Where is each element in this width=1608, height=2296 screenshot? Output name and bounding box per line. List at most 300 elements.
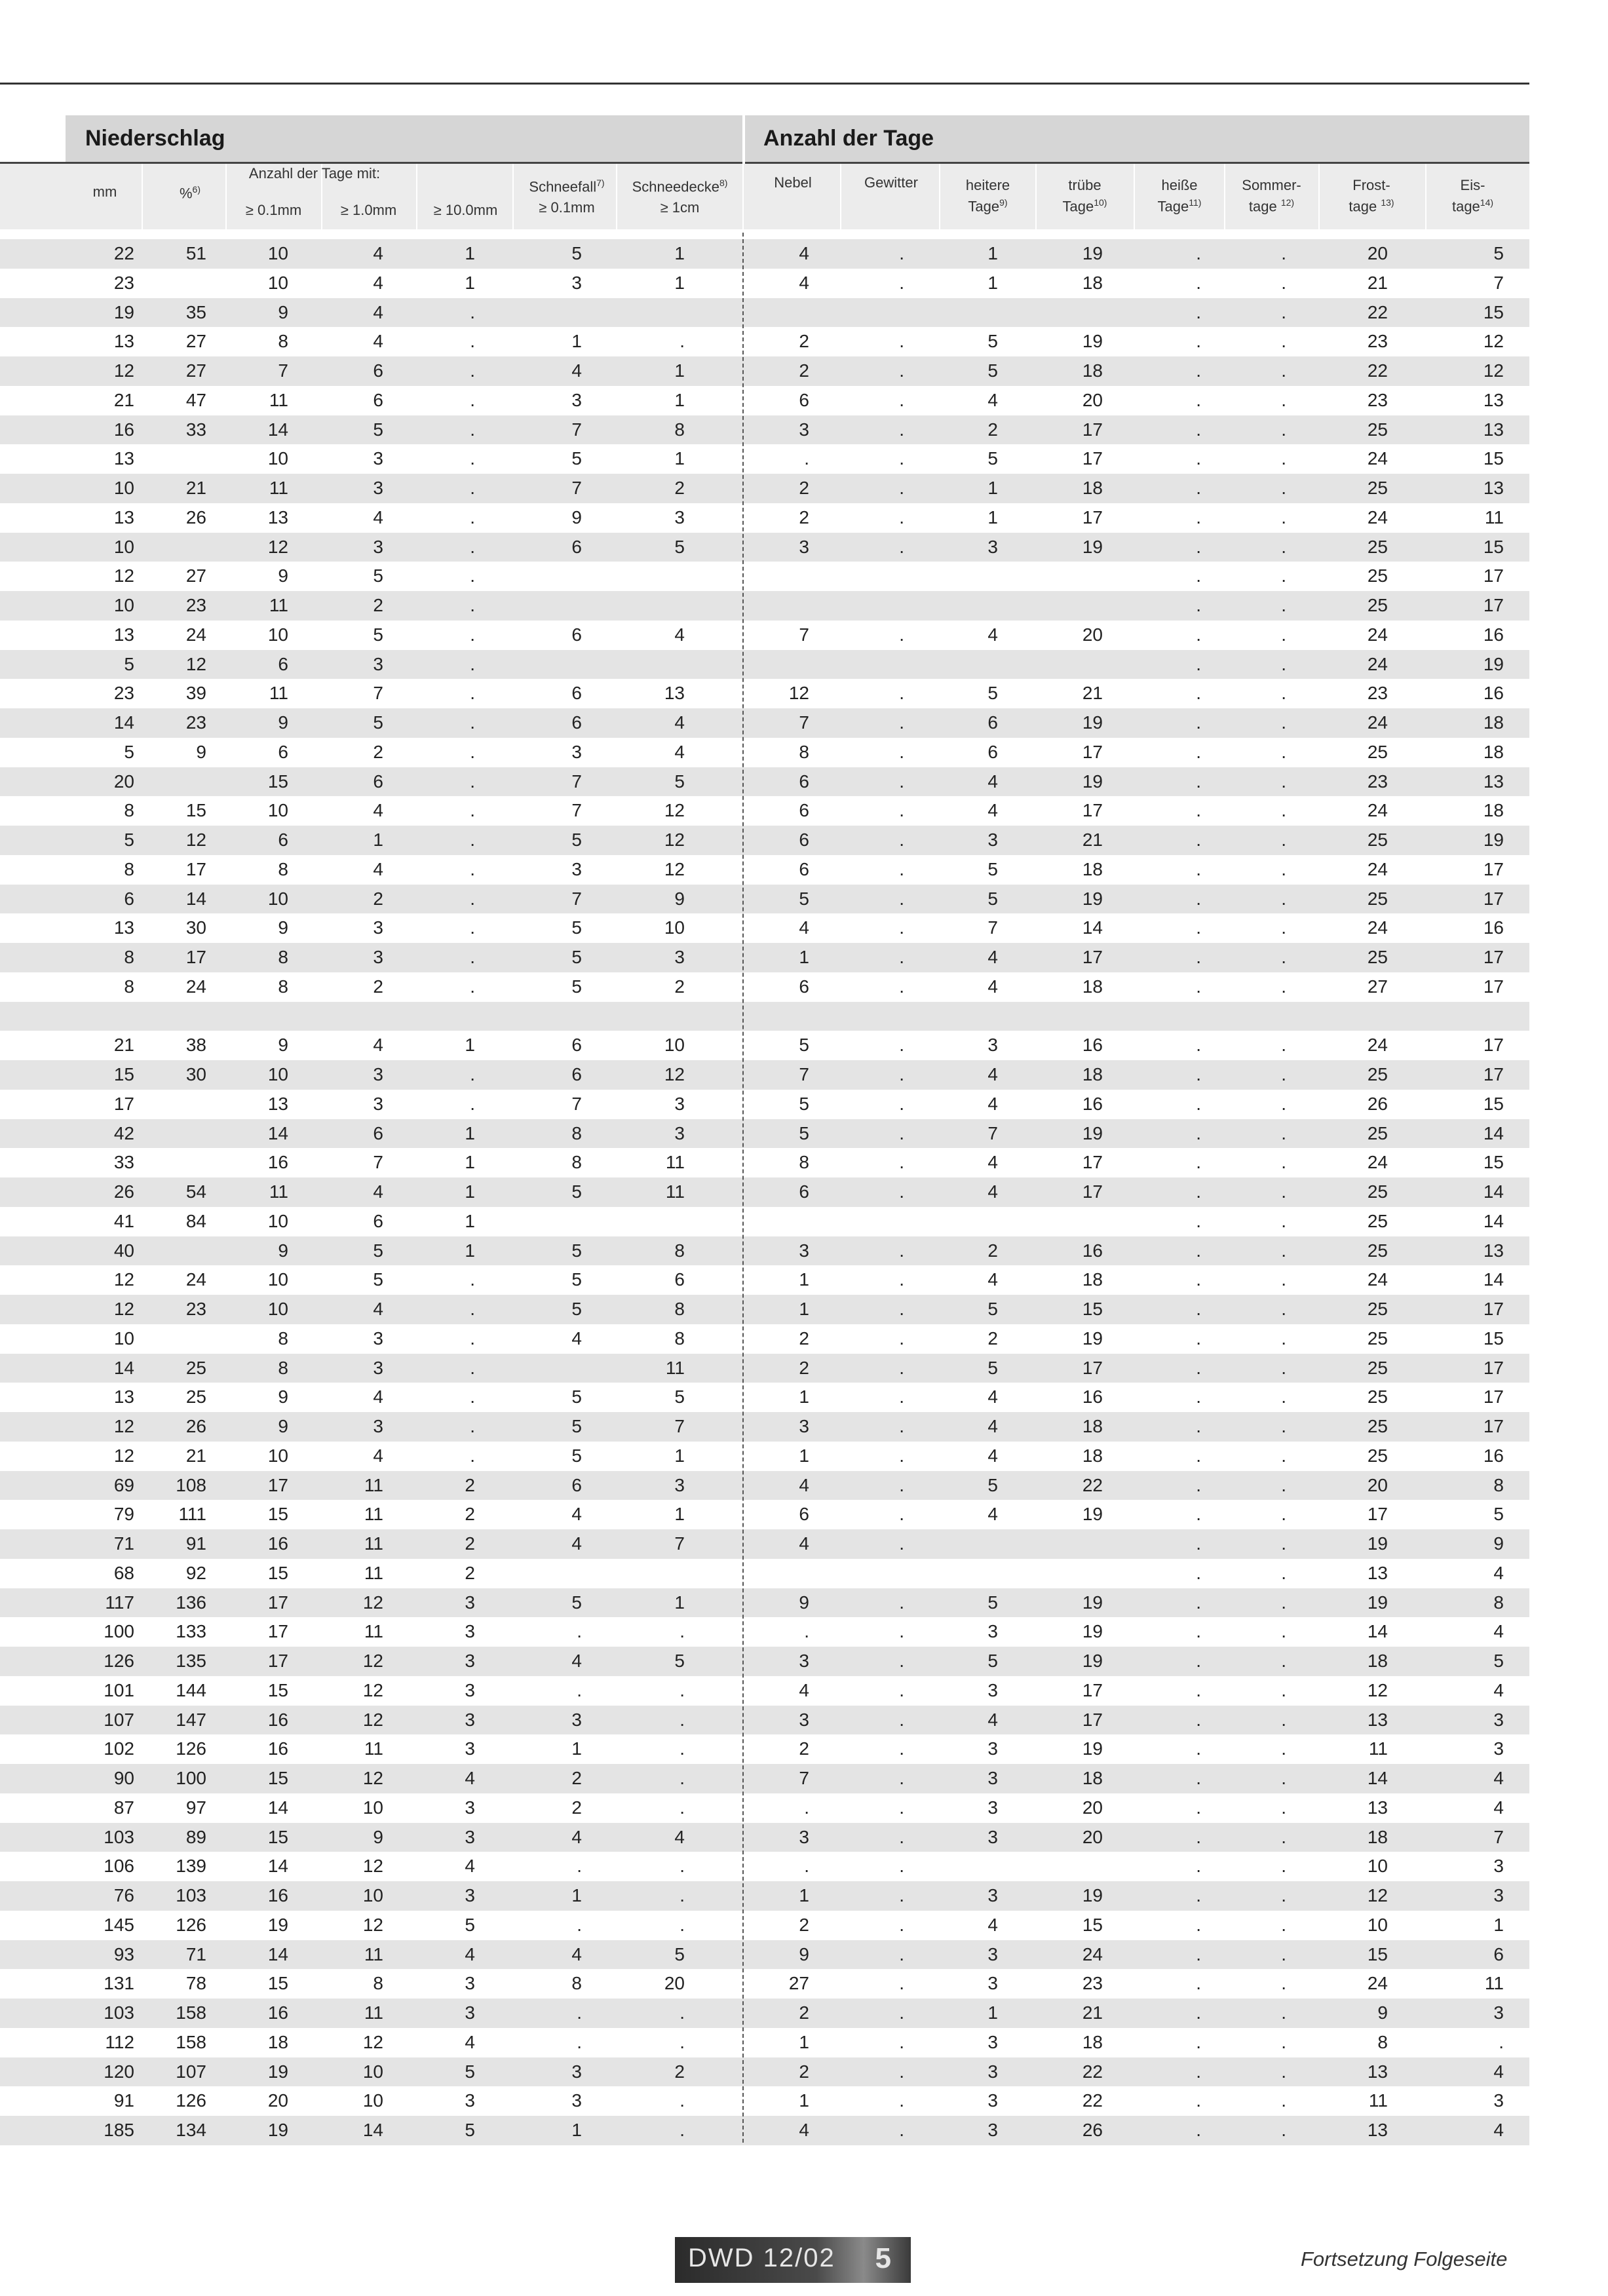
table-cell: 2 <box>799 1328 809 1349</box>
table-cell: 6 <box>799 800 809 821</box>
table-cell <box>503 1559 582 1588</box>
table-cell: . <box>470 1387 475 1407</box>
table-cell: 4 <box>987 1064 998 1084</box>
table-cell: 18 <box>1082 360 1103 381</box>
table-cell: 23 <box>1367 683 1388 704</box>
table-cell: 11 <box>1484 1973 1504 1994</box>
table-cell: . <box>1281 1592 1286 1613</box>
table-cell: 8 <box>1493 1474 1504 1495</box>
table-cell: 13 <box>1367 2120 1388 2140</box>
table-cell: 5 <box>987 1651 998 1671</box>
table-cell <box>919 562 998 591</box>
table-cell: 4 <box>799 1679 809 1700</box>
table-cell <box>503 1002 582 1031</box>
table-cell <box>919 1207 998 1236</box>
table-cell: . <box>1196 1651 1201 1671</box>
table-cell: 22 <box>1082 2090 1103 2111</box>
table-cell: . <box>1196 1885 1201 1905</box>
table-row <box>0 562 1529 591</box>
table-cell: . <box>899 917 904 938</box>
table-cell: 10 <box>267 1445 288 1466</box>
table-cell: . <box>470 947 475 967</box>
table-cell: 22 <box>1367 301 1388 322</box>
table-cell: . <box>1281 653 1286 674</box>
table-cell: . <box>899 683 904 704</box>
table-cell: 17 <box>1082 419 1103 440</box>
table-cell: . <box>1281 947 1286 967</box>
table-cell: 9 <box>571 507 582 527</box>
table-cell: . <box>680 331 685 352</box>
table-cell: 9 <box>278 565 288 586</box>
table-cell: . <box>1281 1064 1286 1084</box>
table-cell: 12 <box>1483 360 1504 381</box>
table-cell: 8 <box>278 331 288 352</box>
table-cell: 1 <box>465 1152 475 1173</box>
table-cell: 5 <box>799 1093 809 1114</box>
table-row <box>0 356 1529 386</box>
table-cell: 1 <box>674 1445 685 1466</box>
table-cell: . <box>899 1328 904 1349</box>
table-cell: 1 <box>799 1299 809 1319</box>
table-cell: 15 <box>267 1973 288 1994</box>
table-cell: 3 <box>987 2090 998 2111</box>
table-cell: 139 <box>176 1856 206 1877</box>
table-cell: 1 <box>373 830 383 850</box>
table-row <box>0 650 1529 679</box>
table-cell: 3 <box>674 947 685 967</box>
table-cell: . <box>470 653 475 674</box>
table-cell: . <box>899 1709 904 1730</box>
table-cell: . <box>1196 1240 1201 1261</box>
col-header-schneedecke: Schneedecke$^{8)}$ <box>632 178 728 195</box>
table-cell: . <box>1281 595 1286 615</box>
table-cell: 3 <box>987 1826 998 1847</box>
table-cell: . <box>577 2002 582 2023</box>
table-cell: 41 <box>113 1210 134 1231</box>
table-cell: 19 <box>1082 1592 1103 1613</box>
table-cell: 19 <box>1082 1504 1103 1525</box>
table-cell: . <box>1281 1152 1286 1173</box>
table-cell: 11 <box>1368 2090 1388 2111</box>
table-cell: 3 <box>465 1826 475 1847</box>
table-cell: . <box>1281 448 1286 469</box>
table-cell: 25 <box>1367 830 1388 850</box>
table-cell: 3 <box>373 478 383 498</box>
table-row <box>0 1265 1529 1295</box>
table-cell: 3 <box>1493 1885 1504 1905</box>
table-cell: 25 <box>1367 478 1388 498</box>
table-cell: 17 <box>1483 1299 1504 1319</box>
table-cell: . <box>1196 1269 1201 1290</box>
table-cell <box>128 767 206 797</box>
col-header-mm: mm <box>92 183 117 200</box>
table-cell: 8 <box>571 1152 582 1173</box>
table-cell: 12 <box>362 1768 383 1788</box>
table-cell: 22 <box>113 243 134 263</box>
table-cell: 126 <box>176 2090 206 2111</box>
table-cell: 3 <box>987 536 998 557</box>
table-cell: . <box>899 1973 904 1994</box>
table-cell: . <box>470 1064 475 1084</box>
table-cell: 7 <box>674 1416 685 1436</box>
table-cell: 11 <box>269 1181 288 1202</box>
col-header-heitere-tage: heitere Tage$^{9)}$ <box>965 177 1010 215</box>
table-cell: 4 <box>674 712 685 733</box>
table-cell: 40 <box>113 1240 134 1261</box>
table-cell: 27 <box>185 331 206 352</box>
table-row <box>0 1852 1529 1881</box>
table-cell: 19 <box>267 2061 288 2082</box>
table-cell: . <box>577 1856 582 1877</box>
table-cell: 2 <box>373 976 383 997</box>
table-cell: . <box>899 360 904 381</box>
table-cell: . <box>1196 1474 1201 1495</box>
table-cell: 15 <box>1483 1152 1504 1173</box>
table-cell <box>210 1002 288 1031</box>
table-cell: 11 <box>364 1943 383 1964</box>
table-cell: 16 <box>113 419 134 440</box>
table-cell: 13 <box>1483 1240 1504 1261</box>
table-cell: 90 <box>113 1768 134 1788</box>
table-cell: 27 <box>1367 976 1388 997</box>
table-cell: 17 <box>1367 1504 1388 1525</box>
table-cell: 18 <box>1082 1445 1103 1466</box>
table-cell <box>919 1559 998 1588</box>
table-cell: . <box>1196 1621 1201 1642</box>
table-cell: 54 <box>185 1181 206 1202</box>
table-cell: . <box>470 800 475 821</box>
table-cell: 7 <box>373 683 383 704</box>
table-cell: . <box>1196 272 1201 293</box>
table-cell: . <box>899 1797 904 1818</box>
table-cell: 4 <box>373 243 383 263</box>
table-cell: . <box>470 536 475 557</box>
table-cell: . <box>1196 1064 1201 1084</box>
table-cell: . <box>899 1533 904 1554</box>
table-cell: 19 <box>113 301 134 322</box>
table-cell: . <box>899 1269 904 1290</box>
table-cell: 15 <box>267 1826 288 1847</box>
table-cell: 25 <box>185 1387 206 1407</box>
table-cell: . <box>899 800 904 821</box>
table-row <box>0 1236 1529 1266</box>
table-row <box>0 1676 1529 1706</box>
table-cell: 20 <box>1367 1474 1388 1495</box>
table-cell: . <box>1196 2061 1201 2082</box>
table-cell: 6 <box>674 1269 685 1290</box>
table-row <box>0 1764 1529 1793</box>
table-cell: 5 <box>987 858 998 879</box>
table-cell: 17 <box>1483 976 1504 997</box>
table-cell: 1 <box>987 2002 998 2023</box>
table-cell: 17 <box>185 947 206 967</box>
table-cell <box>128 1148 206 1177</box>
table-cell: 15 <box>267 1679 288 1700</box>
dwd-issue-badge <box>675 2237 911 2283</box>
table-row <box>0 1617 1529 1647</box>
table-cell: 9 <box>278 1240 288 1261</box>
table-cell: 17 <box>1082 448 1103 469</box>
table-cell: 3 <box>799 1826 809 1847</box>
table-cell <box>1309 1002 1388 1031</box>
table-cell: 11 <box>364 1562 383 1583</box>
table-cell: 5 <box>571 1592 582 1613</box>
table-cell: . <box>470 712 475 733</box>
table-cell <box>396 1002 475 1031</box>
table-cell: . <box>899 1093 904 1114</box>
table-cell: 15 <box>267 771 288 792</box>
table-cell: . <box>680 1621 685 1642</box>
table-cell: 6 <box>278 653 288 674</box>
table-cell: 18 <box>1367 1826 1388 1847</box>
table-cell: 23 <box>1367 331 1388 352</box>
table-cell: . <box>1196 1181 1201 1202</box>
table-cell: 14 <box>1483 1181 1504 1202</box>
table-cell: . <box>1281 1679 1286 1700</box>
table-cell: 2 <box>571 1768 582 1788</box>
table-cell: . <box>899 1181 904 1202</box>
col-header-gewitter: Gewitter <box>864 174 918 191</box>
table-cell <box>919 1529 998 1559</box>
table-cell: . <box>1196 331 1201 352</box>
table-cell: 16 <box>1483 624 1504 645</box>
table-cell: . <box>1281 1357 1286 1378</box>
table-cell: 4 <box>373 301 383 322</box>
table-cell: 103 <box>104 2002 134 2023</box>
table-cell: . <box>899 2120 904 2140</box>
col-header-nebel: Nebel <box>774 174 812 191</box>
table-cell: . <box>1196 1592 1201 1613</box>
table-cell: . <box>1196 2120 1201 2140</box>
table-cell: 2 <box>465 1562 475 1583</box>
table-cell: 23 <box>185 712 206 733</box>
table-cell: . <box>1281 1328 1286 1349</box>
table-cell <box>56 1002 134 1031</box>
table-cell <box>919 298 998 328</box>
table-cell: . <box>1281 1474 1286 1495</box>
table-cell <box>128 1090 206 1119</box>
table-cell: 103 <box>176 1885 206 1905</box>
table-cell: 4 <box>465 2031 475 2052</box>
top-rule <box>0 83 1529 85</box>
table-cell: 3 <box>987 1943 998 1964</box>
table-cell: . <box>470 595 475 615</box>
table-cell: 12 <box>1367 1679 1388 1700</box>
table-cell: 4 <box>1493 1562 1504 1583</box>
table-cell: 12 <box>113 1445 134 1466</box>
table-cell: 5 <box>571 1181 582 1202</box>
table-cell: 14 <box>362 2120 383 2140</box>
table-cell: 79 <box>113 1504 134 1525</box>
table-cell: 25 <box>1367 741 1388 762</box>
table-cell: . <box>1196 2002 1201 2023</box>
table-cell: 23 <box>1082 1973 1103 1994</box>
table-cell: 21 <box>185 478 206 498</box>
table-cell: . <box>680 1768 685 1788</box>
table-cell: . <box>899 1152 904 1173</box>
table-cell: 13 <box>1483 389 1504 410</box>
table-cell: . <box>899 389 904 410</box>
table-cell: 25 <box>1367 565 1388 586</box>
table-cell: 1 <box>674 243 685 263</box>
table-cell: . <box>1281 1445 1286 1466</box>
table-cell: 4 <box>799 1533 809 1554</box>
table-cell: 135 <box>176 1651 206 1671</box>
table-row <box>0 1969 1529 1999</box>
table-cell: 21 <box>113 389 134 410</box>
table-cell: . <box>1281 1093 1286 1114</box>
table-cell: 5 <box>373 1269 383 1290</box>
table-cell: 13 <box>113 507 134 527</box>
table-cell: 6 <box>799 771 809 792</box>
table-cell: 15 <box>1483 536 1504 557</box>
table-cell <box>919 1852 998 1881</box>
table-cell: 2 <box>674 976 685 997</box>
table-cell: . <box>899 2031 904 2052</box>
table-row <box>0 1383 1529 1412</box>
table-cell: 2 <box>799 2061 809 2082</box>
table-cell: 5 <box>571 830 582 850</box>
table-cell: 4 <box>674 1826 685 1847</box>
table-cell: 26 <box>1367 1093 1388 1114</box>
table-cell: 6 <box>571 1035 582 1056</box>
table-cell: 20 <box>1367 243 1388 263</box>
table-cell: . <box>1196 1416 1201 1436</box>
table-row <box>0 708 1529 738</box>
table-cell: 21 <box>1082 2002 1103 2023</box>
table-cell: 12 <box>664 830 685 850</box>
table-cell: 4 <box>571 1943 582 1964</box>
table-cell: 13 <box>1483 419 1504 440</box>
table-cell: . <box>899 1621 904 1642</box>
col-divider <box>142 164 143 229</box>
table-cell: 13 <box>113 331 134 352</box>
table-cell: . <box>1281 1797 1286 1818</box>
table-cell: 4 <box>674 624 685 645</box>
table-cell: . <box>470 565 475 586</box>
table-cell: 4 <box>987 947 998 967</box>
table-cell: 6 <box>373 1122 383 1143</box>
table-cell: 3 <box>987 1768 998 1788</box>
table-cell: 8 <box>373 1973 383 1994</box>
table-cell: . <box>899 331 904 352</box>
table-cell: 4 <box>987 1093 998 1114</box>
table-cell: 3 <box>1493 1738 1504 1759</box>
table-cell: . <box>470 1093 475 1114</box>
col-divider <box>225 164 227 229</box>
table-cell: 6 <box>571 683 582 704</box>
table-cell: 12 <box>113 565 134 586</box>
table-cell: . <box>1281 1768 1286 1788</box>
table-cell: 15 <box>267 1504 288 1525</box>
table-cell: 15 <box>1483 448 1504 469</box>
table-cell: 12 <box>362 1592 383 1613</box>
table-cell: 18 <box>1483 741 1504 762</box>
table-cell: 107 <box>104 1709 134 1730</box>
table-cell: . <box>1281 2002 1286 2023</box>
table-cell: 25 <box>1367 888 1388 909</box>
table-cell: 10 <box>1367 1914 1388 1935</box>
table-cell: . <box>1281 771 1286 792</box>
table-cell: . <box>1281 917 1286 938</box>
table-cell: 19 <box>1082 1738 1103 1759</box>
table-cell: 9 <box>278 1035 288 1056</box>
table-row <box>0 2086 1529 2116</box>
table-cell: . <box>1281 1504 1286 1525</box>
table-cell: 3 <box>987 1797 998 1818</box>
table-cell: . <box>1196 595 1201 615</box>
table-cell: 13 <box>1367 1709 1388 1730</box>
table-cell: . <box>470 360 475 381</box>
table-cell: 7 <box>987 1122 998 1143</box>
table-cell: 13 <box>113 624 134 645</box>
table-cell: . <box>1196 712 1201 733</box>
table-cell: . <box>1281 2090 1286 2111</box>
table-cell: . <box>1196 448 1201 469</box>
table-row <box>0 1793 1529 1823</box>
table-cell: 185 <box>104 2120 134 2140</box>
table-cell: 14 <box>185 888 206 909</box>
table-cell: 8 <box>124 800 134 821</box>
table-cell: 107 <box>176 2061 206 2082</box>
table-cell: 1 <box>465 1181 475 1202</box>
table-cell: 18 <box>267 2031 288 2052</box>
table-cell: 7 <box>571 888 582 909</box>
table-cell: 6 <box>124 888 134 909</box>
table-cell: . <box>680 1797 685 1818</box>
table-cell: . <box>1196 389 1201 410</box>
table-cell: 17 <box>1483 1064 1504 1084</box>
table-cell: . <box>470 1299 475 1319</box>
table-cell: . <box>899 1943 904 1964</box>
table-cell: 6 <box>799 976 809 997</box>
table-row <box>0 1500 1529 1529</box>
table-row <box>0 1412 1529 1442</box>
table-cell: 12 <box>1367 1885 1388 1905</box>
table-cell: 5 <box>465 2061 475 2082</box>
table-cell: . <box>1196 1122 1201 1143</box>
table-cell <box>826 298 904 328</box>
col-divider <box>1035 164 1037 229</box>
table-cell: 12 <box>362 1709 383 1730</box>
col-header-ge-10-0mm: ≥ 10.0mm <box>433 202 498 218</box>
table-cell: 5 <box>674 1651 685 1671</box>
table-cell: 6 <box>373 1210 383 1231</box>
table-cell: 16 <box>267 1885 288 1905</box>
table-cell <box>305 1002 383 1031</box>
table-cell: 10 <box>113 478 134 498</box>
table-cell: 38 <box>185 1035 206 1056</box>
table-cell: 134 <box>176 2120 206 2140</box>
table-cell: 24 <box>1367 1152 1388 1173</box>
table-cell: 12 <box>362 1914 383 1935</box>
table-cell: . <box>899 1592 904 1613</box>
table-cell: . <box>1196 1943 1201 1964</box>
table-cell: 25 <box>1367 1445 1388 1466</box>
table-cell: . <box>1196 830 1201 850</box>
table-cell: 3 <box>373 1064 383 1084</box>
table-cell: . <box>899 478 904 498</box>
table-cell: 16 <box>1483 917 1504 938</box>
table-cell: . <box>470 1328 475 1349</box>
table-cell: 3 <box>571 2061 582 2082</box>
table-cell <box>1122 1002 1201 1031</box>
table-cell: 12 <box>185 653 206 674</box>
table-cell: 9 <box>373 1826 383 1847</box>
table-cell <box>1425 1002 1504 1031</box>
table-cell: 10 <box>267 243 288 263</box>
table-cell: 4 <box>987 800 998 821</box>
